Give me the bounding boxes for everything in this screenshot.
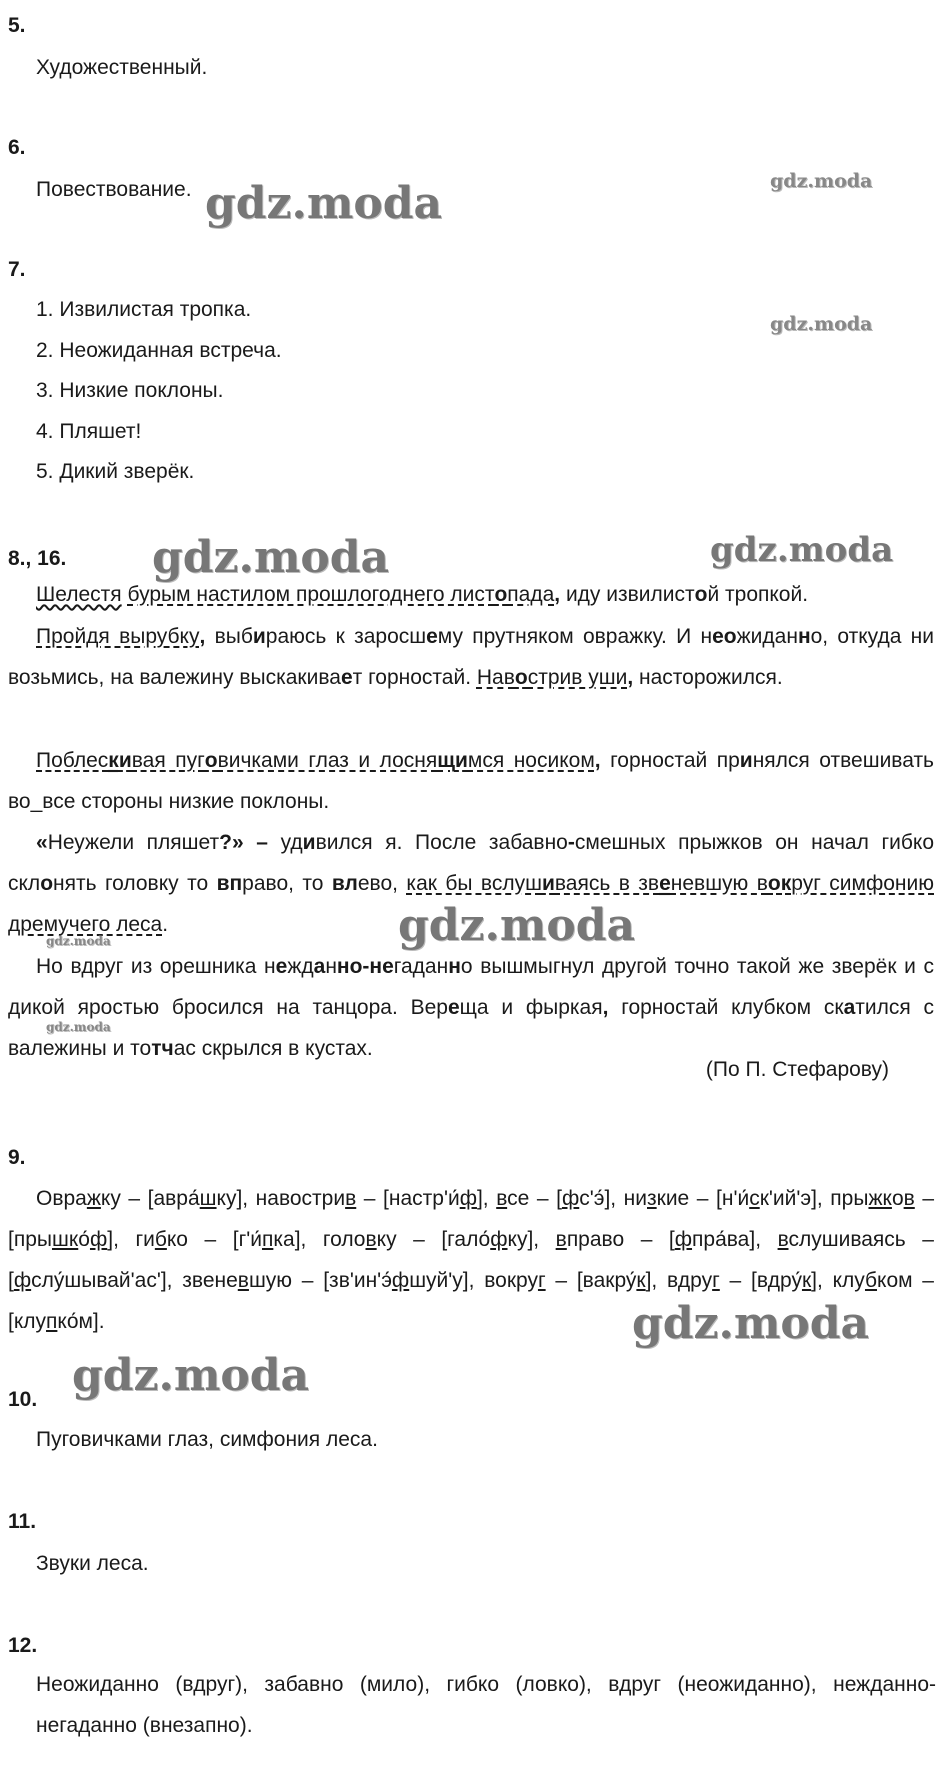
question-number-8: 8., 16. xyxy=(8,547,67,570)
answer-5: Художественный. xyxy=(36,56,208,79)
watermark-logo: gdz.moda xyxy=(152,532,390,583)
text-paragraph-5: Но вдруг из орешника нежданно-негаданно вышмыгнул другой точно такой же зверёк и с дикой яростью бросился на танцора. Вереща и фыркая, горностай клубком скатился с валежины и тотчас скрылся в кустах. xyxy=(8,955,935,1060)
question-number-12: 12. xyxy=(8,1634,38,1657)
answer-10: Пуговичками глаз, симфония леса. xyxy=(36,1428,378,1451)
watermark-logo: gdz.moda xyxy=(46,934,111,948)
watermark-logo: gdz.moda xyxy=(770,170,873,192)
list-item: 4. Пляшет! xyxy=(36,420,142,443)
watermark-logo: gdz.moda xyxy=(205,178,443,229)
text-paragraph-4: «Неужели пляшет?» – удивился я. После забавно-смешных прыжков он начал гибко склонять головку то вправо, то влево, как бы вслушиваясь в звеневшую вокруг симфонию дремучего леса. xyxy=(8,831,934,936)
text-source: (По П. Стефарову) xyxy=(705,1058,889,1081)
question-number-6: 6. xyxy=(8,136,26,159)
list-item: 3. Низкие поклоны. xyxy=(36,379,224,402)
watermark-logo: gdz.moda xyxy=(632,1298,870,1349)
watermark-logo: gdz.moda xyxy=(46,1020,111,1034)
watermark-logo: gdz.moda xyxy=(770,313,873,335)
watermark-logo: gdz.moda xyxy=(710,530,894,570)
question-number-9: 9. xyxy=(8,1146,26,1169)
list-item: 2. Неожиданная встреча. xyxy=(36,339,282,362)
text-paragraph-2: Пройдя вырубку, выбираюсь к заросшему прутняком овражку. И неожиданно, откуда ни возьмись, на валежину выскакивает горностай. Навострив уши, насторожился. xyxy=(8,625,935,689)
list-item: 5. Дикий зверёк. xyxy=(36,460,195,483)
question-number-7: 7. xyxy=(8,258,26,281)
text-paragraph-1: Шелестя бурым настилом прошлогоднего листопада, иду извилистой тропкой. xyxy=(36,583,809,606)
watermark-logo: gdz.moda xyxy=(398,900,636,951)
question-number-5: 5. xyxy=(8,14,26,37)
watermark-logo: gdz.moda xyxy=(72,1350,310,1401)
transcription-paragraph: Овражку – [авра́шку], навострив – [настр'и́ф], все – [фс'э́], низкие – [н'и́ск'ий'э], прыжков – [прышко́ф], гибко – [г'и́пка], головку – [гало́фку], вправо – [фпра́ва], вслушиваясь – [фслу́шывай'ас'], звеневшую – [зв'ин'э́фшуй'у], вокруг – [вакру́к], вдруг – [вдру́к], клубком – [клупко́м]. xyxy=(8,1187,935,1333)
answer-11: Звуки леса. xyxy=(36,1552,149,1575)
answer-6: Повествование. xyxy=(36,178,192,201)
question-number-10: 10. xyxy=(8,1388,38,1411)
list-item: 1. Извилистая тропка. xyxy=(36,298,252,321)
text-paragraph-3: Поблескивая пуговичками глаз и лоснящимся носиком, горностай принялся отвешивать во_все стороны низкие поклоны. xyxy=(8,749,934,813)
answer-12: Неожиданно (вдруг), забавно (мило), гибко (ловко), вдруг (неожиданно), нежданно-негаданно (внезапно). xyxy=(36,1673,936,1737)
question-number-11: 11. xyxy=(8,1510,37,1533)
